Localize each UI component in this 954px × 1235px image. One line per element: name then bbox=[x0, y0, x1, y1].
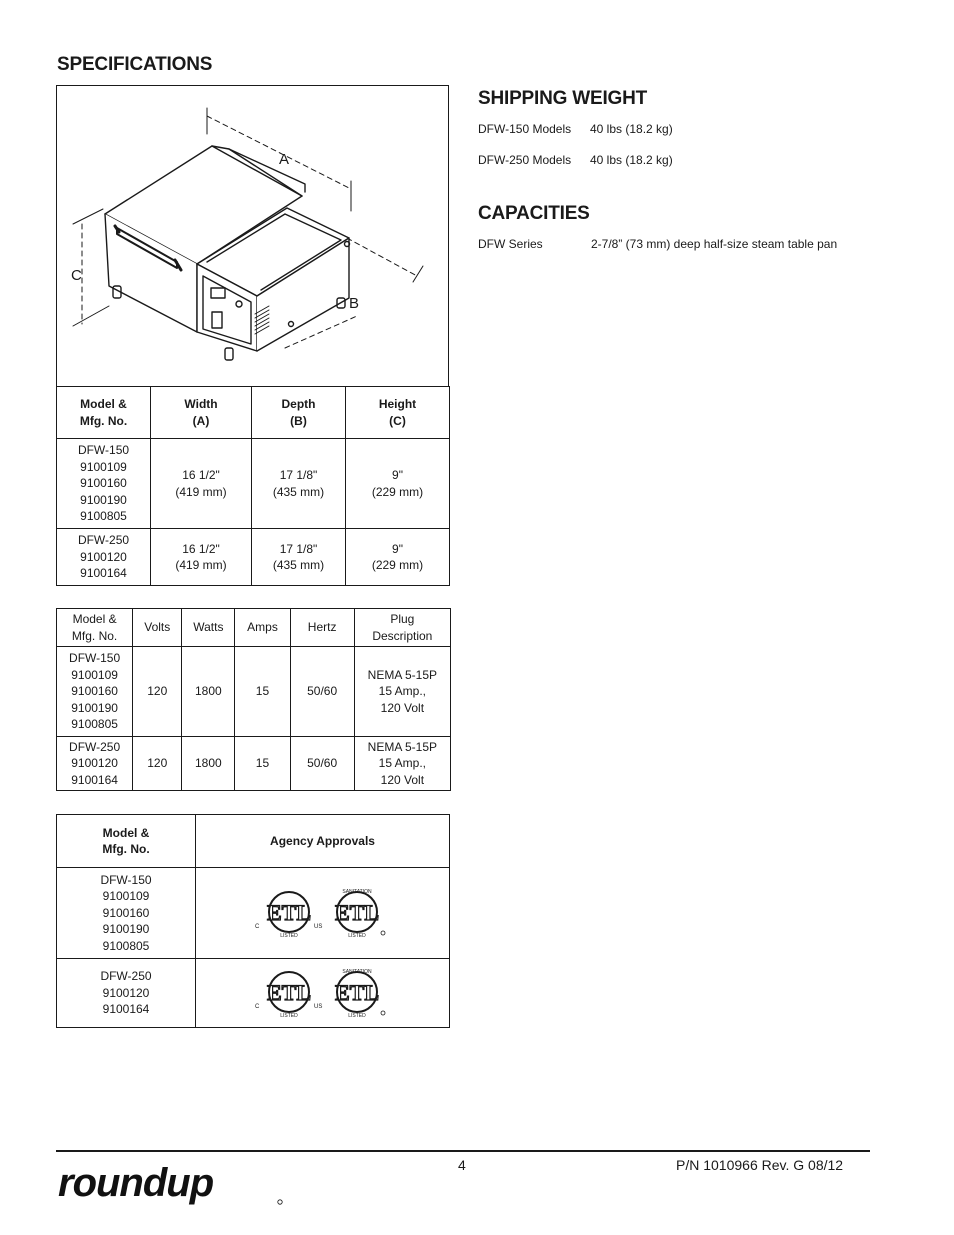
header-hertz: Hertz bbox=[290, 609, 354, 647]
header-model: Model & Mfg. No. bbox=[57, 609, 133, 647]
dimension-label-b: B bbox=[349, 295, 360, 312]
svg-text:ETL: ETL bbox=[266, 900, 311, 925]
table-row bbox=[57, 959, 450, 1028]
shipping-weight-value: 40 lbs (18.2 kg) bbox=[590, 153, 673, 167]
volts-cell: 120 bbox=[133, 737, 182, 791]
agency-logos-cell bbox=[196, 868, 450, 959]
dimension-label-c: C bbox=[71, 267, 82, 284]
table-header-row bbox=[57, 387, 450, 439]
table-header-row bbox=[57, 609, 451, 647]
plug-cell: NEMA 5-15P 15 Amp., 120 Volt bbox=[354, 737, 450, 791]
capacity-series: DFW Series bbox=[478, 237, 543, 251]
specifications-title: SPECIFICATIONS bbox=[57, 54, 213, 75]
model-cell: DFW-150 9100109 9100160 9100190 9100805 bbox=[57, 647, 133, 737]
approvals-table bbox=[56, 814, 450, 1028]
svg-text:ETL: ETL bbox=[334, 900, 379, 925]
model-cell: DFW-150 9100109 9100160 9100190 9100805 bbox=[57, 439, 151, 529]
svg-text:roundup: roundup bbox=[58, 1162, 214, 1205]
svg-text:SANITATION: SANITATION bbox=[341, 969, 372, 975]
shipping-model: DFW-150 Models bbox=[478, 122, 572, 136]
product-diagram bbox=[56, 85, 449, 387]
svg-text:LISTED: LISTED bbox=[279, 933, 298, 938]
width-cell: 16 1/2" (419 mm) bbox=[151, 529, 252, 586]
header-model: Model & Mfg. No. bbox=[57, 815, 196, 868]
svg-text:ETL: ETL bbox=[334, 980, 379, 1005]
header-plug: Plug Description bbox=[354, 609, 450, 647]
header-agency: Agency Approvals bbox=[196, 815, 450, 868]
shipping-model: DFW-250 Models bbox=[478, 153, 572, 167]
volts-cell: 120 bbox=[133, 647, 182, 737]
header-model: Model & Mfg. No. bbox=[57, 387, 151, 439]
model-cell: DFW-250 9100120 9100164 bbox=[57, 737, 133, 791]
svg-text:C: C bbox=[254, 924, 259, 930]
table-header-row bbox=[57, 815, 450, 868]
svg-text:C: C bbox=[254, 1004, 259, 1010]
table-row bbox=[57, 529, 450, 586]
header-depth: Depth (B) bbox=[252, 387, 346, 439]
table-row bbox=[57, 737, 451, 791]
shipping-weight-title: SHIPPING WEIGHT bbox=[478, 88, 648, 109]
depth-cell: 17 1/8" (435 mm) bbox=[252, 529, 346, 586]
part-number: P/N 1010966 Rev. G 08/12 bbox=[676, 1157, 844, 1173]
etl-sanitation-icon bbox=[334, 969, 384, 1018]
etl-listed-icon bbox=[255, 972, 322, 1018]
header-amps: Amps bbox=[235, 609, 290, 647]
depth-cell: 17 1/8" (435 mm) bbox=[252, 439, 346, 529]
watts-cell: 1800 bbox=[182, 647, 235, 737]
svg-text:SANITATION: SANITATION bbox=[341, 889, 372, 895]
page-number: 4 bbox=[458, 1157, 466, 1173]
model-cell: DFW-150 9100109 9100160 9100190 9100805 bbox=[57, 868, 196, 959]
plug-cell: NEMA 5-15P 15 Amp., 120 Volt bbox=[354, 647, 450, 737]
etl-listed-icon bbox=[255, 892, 322, 938]
table-row bbox=[57, 439, 450, 529]
etl-sanitation-icon bbox=[334, 889, 384, 938]
shipping-weight-value: 40 lbs (18.2 kg) bbox=[590, 122, 673, 136]
svg-text:US: US bbox=[313, 1004, 322, 1010]
watts-cell: 1800 bbox=[182, 737, 235, 791]
amps-cell: 15 bbox=[235, 647, 290, 737]
warmer-illustration bbox=[57, 86, 448, 387]
dimension-label-a: A bbox=[279, 151, 290, 168]
header-volts: Volts bbox=[133, 609, 182, 647]
table-row bbox=[57, 647, 451, 737]
model-cell: DFW-250 9100120 9100164 bbox=[57, 529, 151, 586]
footer-divider bbox=[56, 1150, 870, 1152]
svg-text:LISTED: LISTED bbox=[279, 1013, 298, 1018]
capacity-value: 2-7/8” (73 mm) deep half-size steam table pan bbox=[591, 237, 838, 251]
amps-cell: 15 bbox=[235, 737, 290, 791]
agency-logos-cell bbox=[196, 959, 450, 1028]
hertz-cell: 50/60 bbox=[290, 647, 354, 737]
header-height: Height (C) bbox=[346, 387, 450, 439]
svg-text:US: US bbox=[313, 924, 322, 930]
dimensions-table bbox=[56, 386, 450, 586]
capacities-title: CAPACITIES bbox=[478, 203, 590, 224]
height-cell: 9" (229 mm) bbox=[346, 439, 450, 529]
roundup-logo bbox=[56, 1162, 288, 1213]
svg-text:LISTED: LISTED bbox=[347, 933, 366, 938]
hertz-cell: 50/60 bbox=[290, 737, 354, 791]
svg-text:ETL: ETL bbox=[266, 980, 311, 1005]
table-row bbox=[57, 868, 450, 959]
height-cell: 9" (229 mm) bbox=[346, 529, 450, 586]
width-cell: 16 1/2" (419 mm) bbox=[151, 439, 252, 529]
svg-text:LISTED: LISTED bbox=[347, 1013, 366, 1018]
header-width: Width (A) bbox=[151, 387, 252, 439]
model-cell: DFW-250 9100120 9100164 bbox=[57, 959, 196, 1028]
electrical-table bbox=[56, 608, 451, 791]
header-watts: Watts bbox=[182, 609, 235, 647]
